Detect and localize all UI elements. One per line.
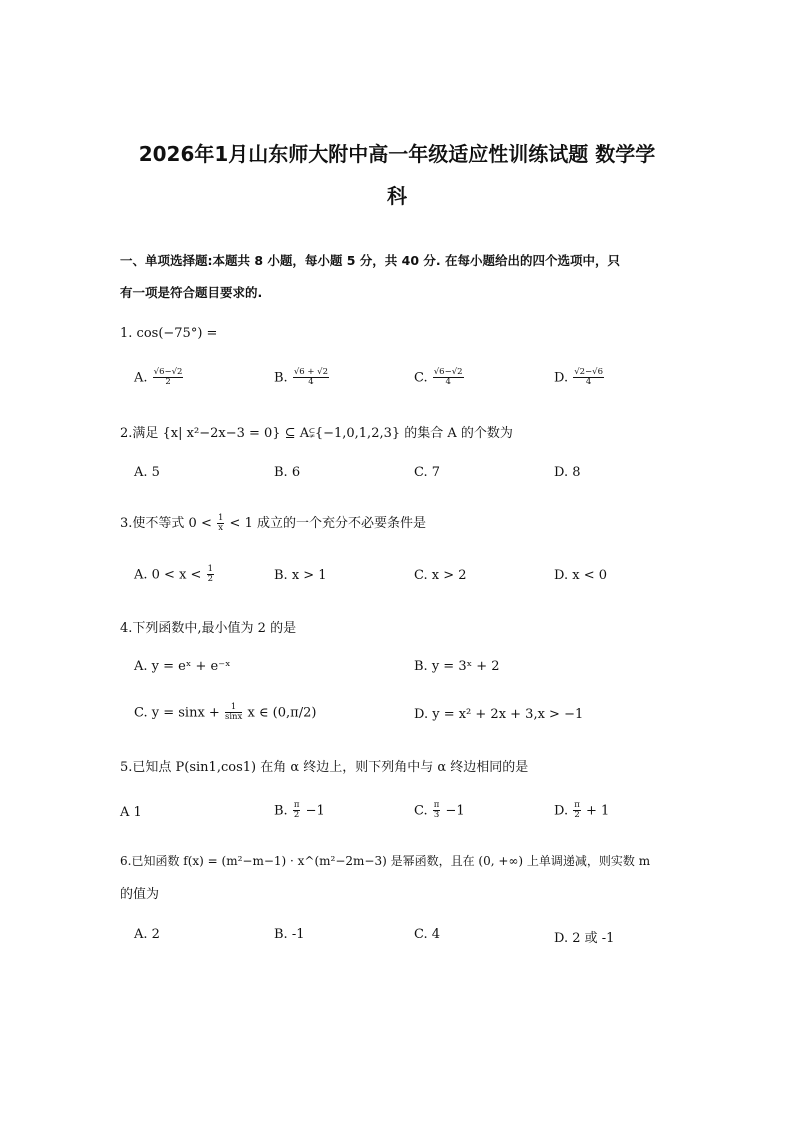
numerator: √2−√6 [574,367,604,377]
question-2-option-b: B. 6 [274,465,301,480]
question-1-option-c [414,368,465,388]
option-label: C. [414,370,428,386]
question-3-option-c: C. x > 2 [414,568,467,583]
option-label: B. [274,803,288,819]
question-5-option-d [554,801,609,821]
fraction [225,703,242,723]
document-title-line-1: 2026年1月山东师大附中高一年级适应性训练试题 数学学 [138,142,656,166]
denominator: sinx [224,712,243,723]
fraction [207,565,214,585]
question-6-option-c: C. 4 [414,927,441,942]
denominator: x [218,523,224,533]
question-5-stem: 5.已知点 P(sin1,cos1) 在角 α 终边上，则下列角中与 α 终边相同的是 [120,760,529,775]
fraction [293,368,329,388]
question-6-option-b: B. -1 [274,927,305,942]
question-4-option-b: B. y = 3ˣ + 2 [414,659,500,674]
option-text: −1 [305,803,325,819]
numerator: 1 [217,512,224,523]
numerator: √6 + √2 [293,367,329,377]
fraction [293,801,301,821]
question-6-option-d: D. 2 或 -1 [554,931,615,946]
question-5-option-a: A 1 [120,805,142,820]
question-2-stem: 2.满足 {x| x²−2x−3 = 0} ⊆ A⫋{−1,0,1,2,3} 的集合 A 的个数为 [120,426,513,441]
fraction [153,368,184,388]
question-6-option-a: A. 2 [134,927,160,942]
numerator: π [574,800,580,810]
question-1-option-a [134,368,184,388]
question-3-option-a [134,565,215,585]
question-3-option-b: B. x > 1 [274,568,327,583]
fraction [217,514,224,534]
question-6-stem-line-1: 6.已知函数 f(x) = (m²−m−1) · x^(m²−2m−3) 是幂函数，且在 (0, +∞) 上单调递减，则实数 m [120,854,651,868]
stem-text: < 1 成立的一个充分不必要条件是 [229,516,426,531]
option-label: D. [554,803,569,819]
option-label: D. [554,370,569,386]
question-2-option-d: D. 8 [554,465,581,480]
question-2-option-a: A. 5 [134,465,160,480]
denominator: 2 [165,377,171,388]
section-heading-line-2: 有一项是符合题目要求的. [120,285,263,300]
option-text: A. 0 < x < [134,567,202,583]
question-6-stem-line-2: 的值为 [120,887,160,902]
numerator: 1 [207,564,213,574]
question-5-option-b [274,801,325,821]
numerator: π [293,800,300,810]
fraction [573,801,581,821]
question-5-option-c [414,801,465,821]
option-text: C. y = sinx + [134,705,220,721]
denominator: 3 [433,810,440,821]
fraction [433,801,441,821]
denominator: 4 [308,377,314,388]
question-3-option-d: D. x < 0 [554,568,607,583]
question-1-option-b [274,368,330,388]
denominator: 2 [207,574,213,585]
numerator: π [433,800,440,810]
question-1-option-d [554,368,605,388]
option-label: B. [274,370,288,386]
question-2-option-c: C. 7 [414,465,441,480]
stem-text: 3.使不等式 0 < [120,516,212,531]
question-4-option-c [134,703,316,723]
denominator: 4 [445,377,451,388]
option-label: A. [134,370,148,386]
denominator: 2 [293,810,300,821]
document-title-line-2: 科 [387,184,407,208]
numerator: √6−√2 [153,367,183,377]
fraction [433,368,464,388]
option-text: −1 [445,803,465,819]
section-heading-line-1: 一、单项选择题:本题共 8 小题，每小题 5 分，共 40 分. 在每小题给出的四个选项中，只 [120,253,621,268]
denominator: 2 [574,810,580,821]
option-text: x ∈ (0,π/2) [247,705,317,721]
denominator: 4 [585,377,592,388]
question-4-stem: 4.下列函数中,最小值为 2 的是 [120,621,297,636]
option-label: C. [414,803,428,819]
question-3-stem [120,512,426,533]
question-4-option-a: A. y = eˣ + e⁻ˣ [134,659,231,674]
numerator: √6−√2 [433,367,463,377]
question-1-stem: 1. cos(−75°) = [120,326,218,341]
option-text: + 1 [585,803,610,819]
numerator: 1 [225,703,242,713]
fraction [573,368,604,388]
question-4-option-d: D. y = x² + 2x + 3,x > −1 [414,707,584,722]
